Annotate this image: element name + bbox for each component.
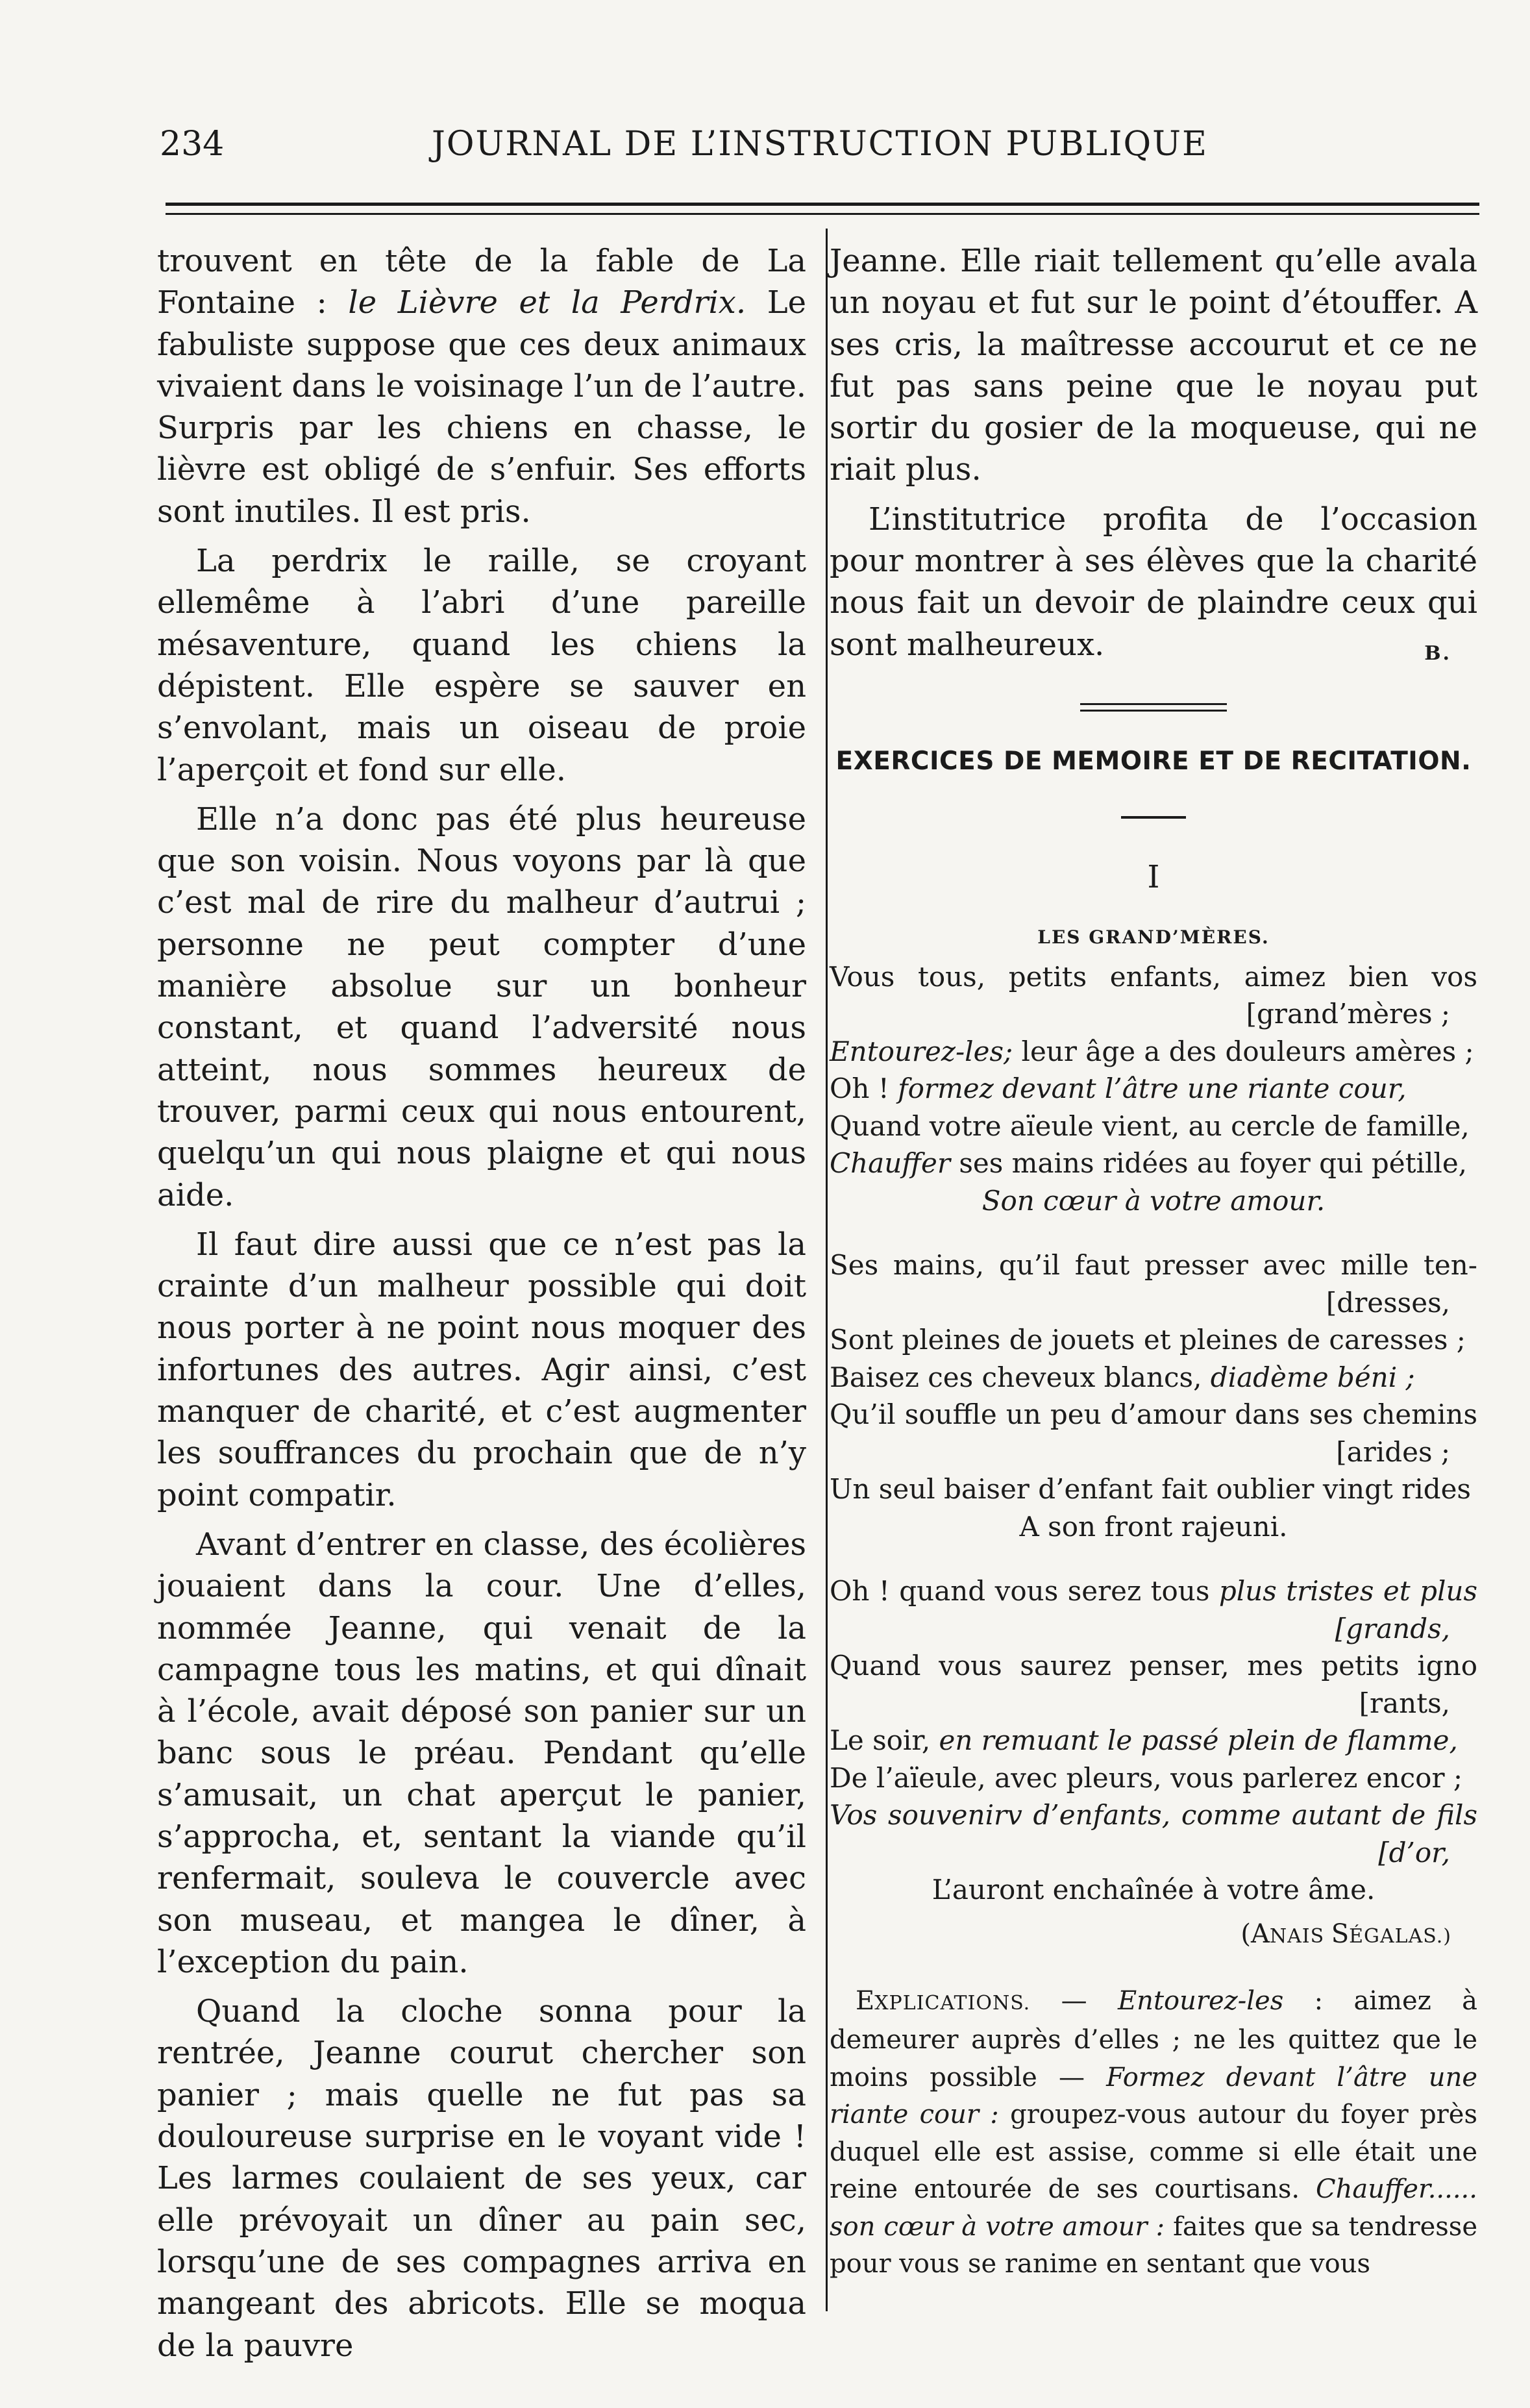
paragraph — [830, 499, 1477, 665]
text-run: plus tristes et plus — [1218, 1575, 1478, 1607]
paragraph: Elle n’a donc pas été plus heureuse que son voisin. Nous voyons par là que c’est mal de rire du malheur d’autrui ; personne ne peut compter d’une manière absolue sur un bonheur constant, et quand l’adversité nous atteint, nous sommes heureux de trouver, parmi ceux qui nous entourent, quelqu’un qui nous plaigne et qui nous aide. — [157, 801, 806, 1213]
poem-line: Un seul baiser d’enfant fait oublier vingt rides — [830, 1473, 1471, 1506]
text-run: leur âge a des douleurs amères ; — [1013, 1035, 1474, 1067]
text-run: Oh ! — [830, 1073, 898, 1105]
text-run: Entourez-les; — [830, 1035, 1013, 1067]
paragraph — [157, 240, 806, 532]
poem-line — [830, 1572, 1477, 1610]
paragraph: La perdrix le raille, se croyant ellemême à l’abri d’une pareille mésaventure, quand les chiens la dépistent. Elle espère se sauver en s’envolant, mais un oiseau de proie l’aperçoit et fond sur elle. — [157, 543, 806, 788]
poem-line — [830, 1070, 1477, 1108]
header-rule-thick — [166, 203, 1479, 206]
poem-line-continuation: [arides ; — [1336, 1435, 1450, 1468]
poem-line — [830, 1722, 1477, 1759]
text-run: L’institutrice profita de l’occasion pour montrer à ses élèves que la charité nous fait un devoir de plaindre ceux qui sont malheureux. — [830, 501, 1477, 663]
poem-line: Ses mains, qu’il faut presser avec mille ten- — [830, 1249, 1477, 1282]
text-run: ÉGALAS.) — [1349, 1924, 1451, 1948]
poem-line: Qu’il souffle un peu d’amour dans ses chemins — [830, 1398, 1477, 1431]
paragraph: Jeanne. Elle riait tellement qu’elle avala un noyau et fut sur le point d’étouffer. A ses cris, la maîtresse accourut et ce ne fut pas sans peine que le noyau put sortir du gosier de la moqueuse, qui ne riait plus. — [830, 243, 1477, 488]
right-column — [830, 240, 1477, 2283]
poem-line: Vos souvenirv d’enfants, comme autant de fils — [830, 1799, 1477, 1831]
poem-line: L’auront enchaînée à votre âme. — [932, 1874, 1376, 1906]
paragraph: Quand la cloche sonna pour la rentrée, Jeanne courut chercher son panier ; mais quelle ne fut pas sa douloureuse surprise en le voyant vide ! Les larmes coulaient de ses yeux, car elle prévoyait un dîner au pain sec, lorsqu’une de ses compagnes arriva en mangeant des abricots. Elle se moqua de la pauvre — [157, 1993, 806, 2364]
poem-attribution — [830, 1919, 1477, 1949]
poem-line — [830, 1145, 1477, 1182]
text-run: Le soir, — [830, 1724, 939, 1757]
poem-line: Son cœur à votre amour. — [981, 1184, 1326, 1217]
poem-line-continuation: [rants, — [1359, 1687, 1450, 1719]
text-run: : aimez à demeurer auprès d’elles ; ne les quittez que le moins possible — — [830, 1985, 1477, 2092]
text-run: Formez devant l’âtre une riante cour : — [830, 2062, 1477, 2130]
poem-line-continuation: [grands, — [1335, 1612, 1450, 1645]
poem-line: De l’aïeule, avec pleurs, vous parlerez encor ; — [830, 1761, 1463, 1794]
text-run: ses mains ridées au foyer qui pétille, — [950, 1147, 1468, 1180]
header-rule-thin — [166, 213, 1479, 215]
text-run: Entourez-les — [1117, 1985, 1284, 2016]
section-title: EXERCICES DE MEMOIRE ET DE RECITATION. — [835, 746, 1472, 776]
fable-title: le Lièvre et la Perdrix. — [348, 284, 746, 321]
explanations-label: E — [856, 1985, 875, 2016]
text-run: trouvent en tête de la fable de La Fontaine : — [157, 243, 806, 321]
text-run: Le fabuliste suppose que ces deux animaux vivaient dans le voisinage l’un de l’autre. Surpris par les chiens en chasse, le lièvre est obligé de s’enfuir. Ses efforts sont inutiles. Il est pris. — [157, 284, 806, 530]
text-run: diadème béni ; — [1210, 1361, 1415, 1393]
section-separator — [1080, 703, 1227, 712]
poem-line — [830, 1033, 1477, 1071]
text-run: NAIS — [1269, 1924, 1331, 1948]
text-run: — — [1030, 1985, 1118, 2016]
text-run: Baisez ces cheveux blancs, — [830, 1361, 1211, 1393]
text-run: faites que sa tendresse pour vous se ranime en sentant que vous — [830, 2211, 1477, 2279]
poem-line: Quand votre aïeule vient, au cercle de famille, — [830, 1110, 1470, 1142]
poem-line: A son front rajeuni. — [1019, 1510, 1288, 1543]
stanza-gap — [830, 1545, 1477, 1572]
text-run: Chauffer — [830, 1147, 950, 1180]
explanations-label: XPLICATIONS. — [874, 1991, 1031, 2015]
text-run: en remuant le passé plein de flamme, — [939, 1724, 1458, 1757]
running-head: JOURNAL DE L’INSTRUCTION PUBLIQUE — [432, 125, 1208, 164]
text-run: Chauffer...... son cœur à votre amour : — [830, 2174, 1477, 2242]
poem-line — [830, 1359, 1477, 1396]
poem-title: LES GRAND’MÈRES. — [1037, 926, 1270, 948]
text-run: groupez-vous autour du foyer près duquel elle est assise, comme si elle était une reine entourée de ses courtisans. — [830, 2100, 1478, 2205]
paragraph: Il faut dire aussi que ce n’est pas la crainte d’un malheur possible qui doit nous porter à ne point nous moquer des infortunes des autres. Agir ainsi, c’est manquer de charité, et c’est augmenter les souffrances du prochain que de n’y point compatir. — [157, 1226, 806, 1513]
stanza-gap — [830, 1219, 1477, 1247]
signature: B. — [1424, 641, 1451, 665]
poem-line: Sont pleines de jouets et pleines de caresses ; — [830, 1324, 1466, 1356]
poem — [830, 958, 1477, 1909]
explanations — [830, 1983, 1477, 2283]
text-run: S — [1331, 1918, 1350, 1949]
column-divider — [826, 229, 828, 2311]
text-run: (A — [1240, 1918, 1270, 1949]
text-run: Oh ! quand vous serez tous — [830, 1575, 1219, 1607]
paragraph: Avant d’entrer en classe, des écolières jouaient dans la cour. Une d’elles, nommée Jeanne, qui venait de la campagne tous les matins, et qui dînait à l’école, avait déposé son panier sur un banc sous le préau. Pendant qu’elle s’amusait, un chat aperçut le panier, s’approcha, et, sentant la viande qu’il renfermait, souleva le couvercle avec son museau, et mangea le dîner, à l’exception du pain. — [157, 1526, 806, 1980]
poem-line-continuation: [dresses, — [1326, 1286, 1450, 1319]
left-column — [157, 240, 806, 2374]
poem-line: Vous tous, petits enfants, aimez bien vos — [830, 960, 1477, 993]
poem-line-continuation: [grand’mères ; — [1246, 998, 1450, 1030]
poem-line-continuation: [d’or, — [1378, 1836, 1450, 1868]
short-rule — [1121, 816, 1186, 819]
roman-numeral: I — [1147, 858, 1160, 895]
poem-line: Quand vous saurez penser, mes petits igno — [830, 1650, 1477, 1682]
page-number: 234 — [160, 125, 225, 164]
text-run: formez devant l’âtre une riante cour, — [898, 1073, 1407, 1105]
